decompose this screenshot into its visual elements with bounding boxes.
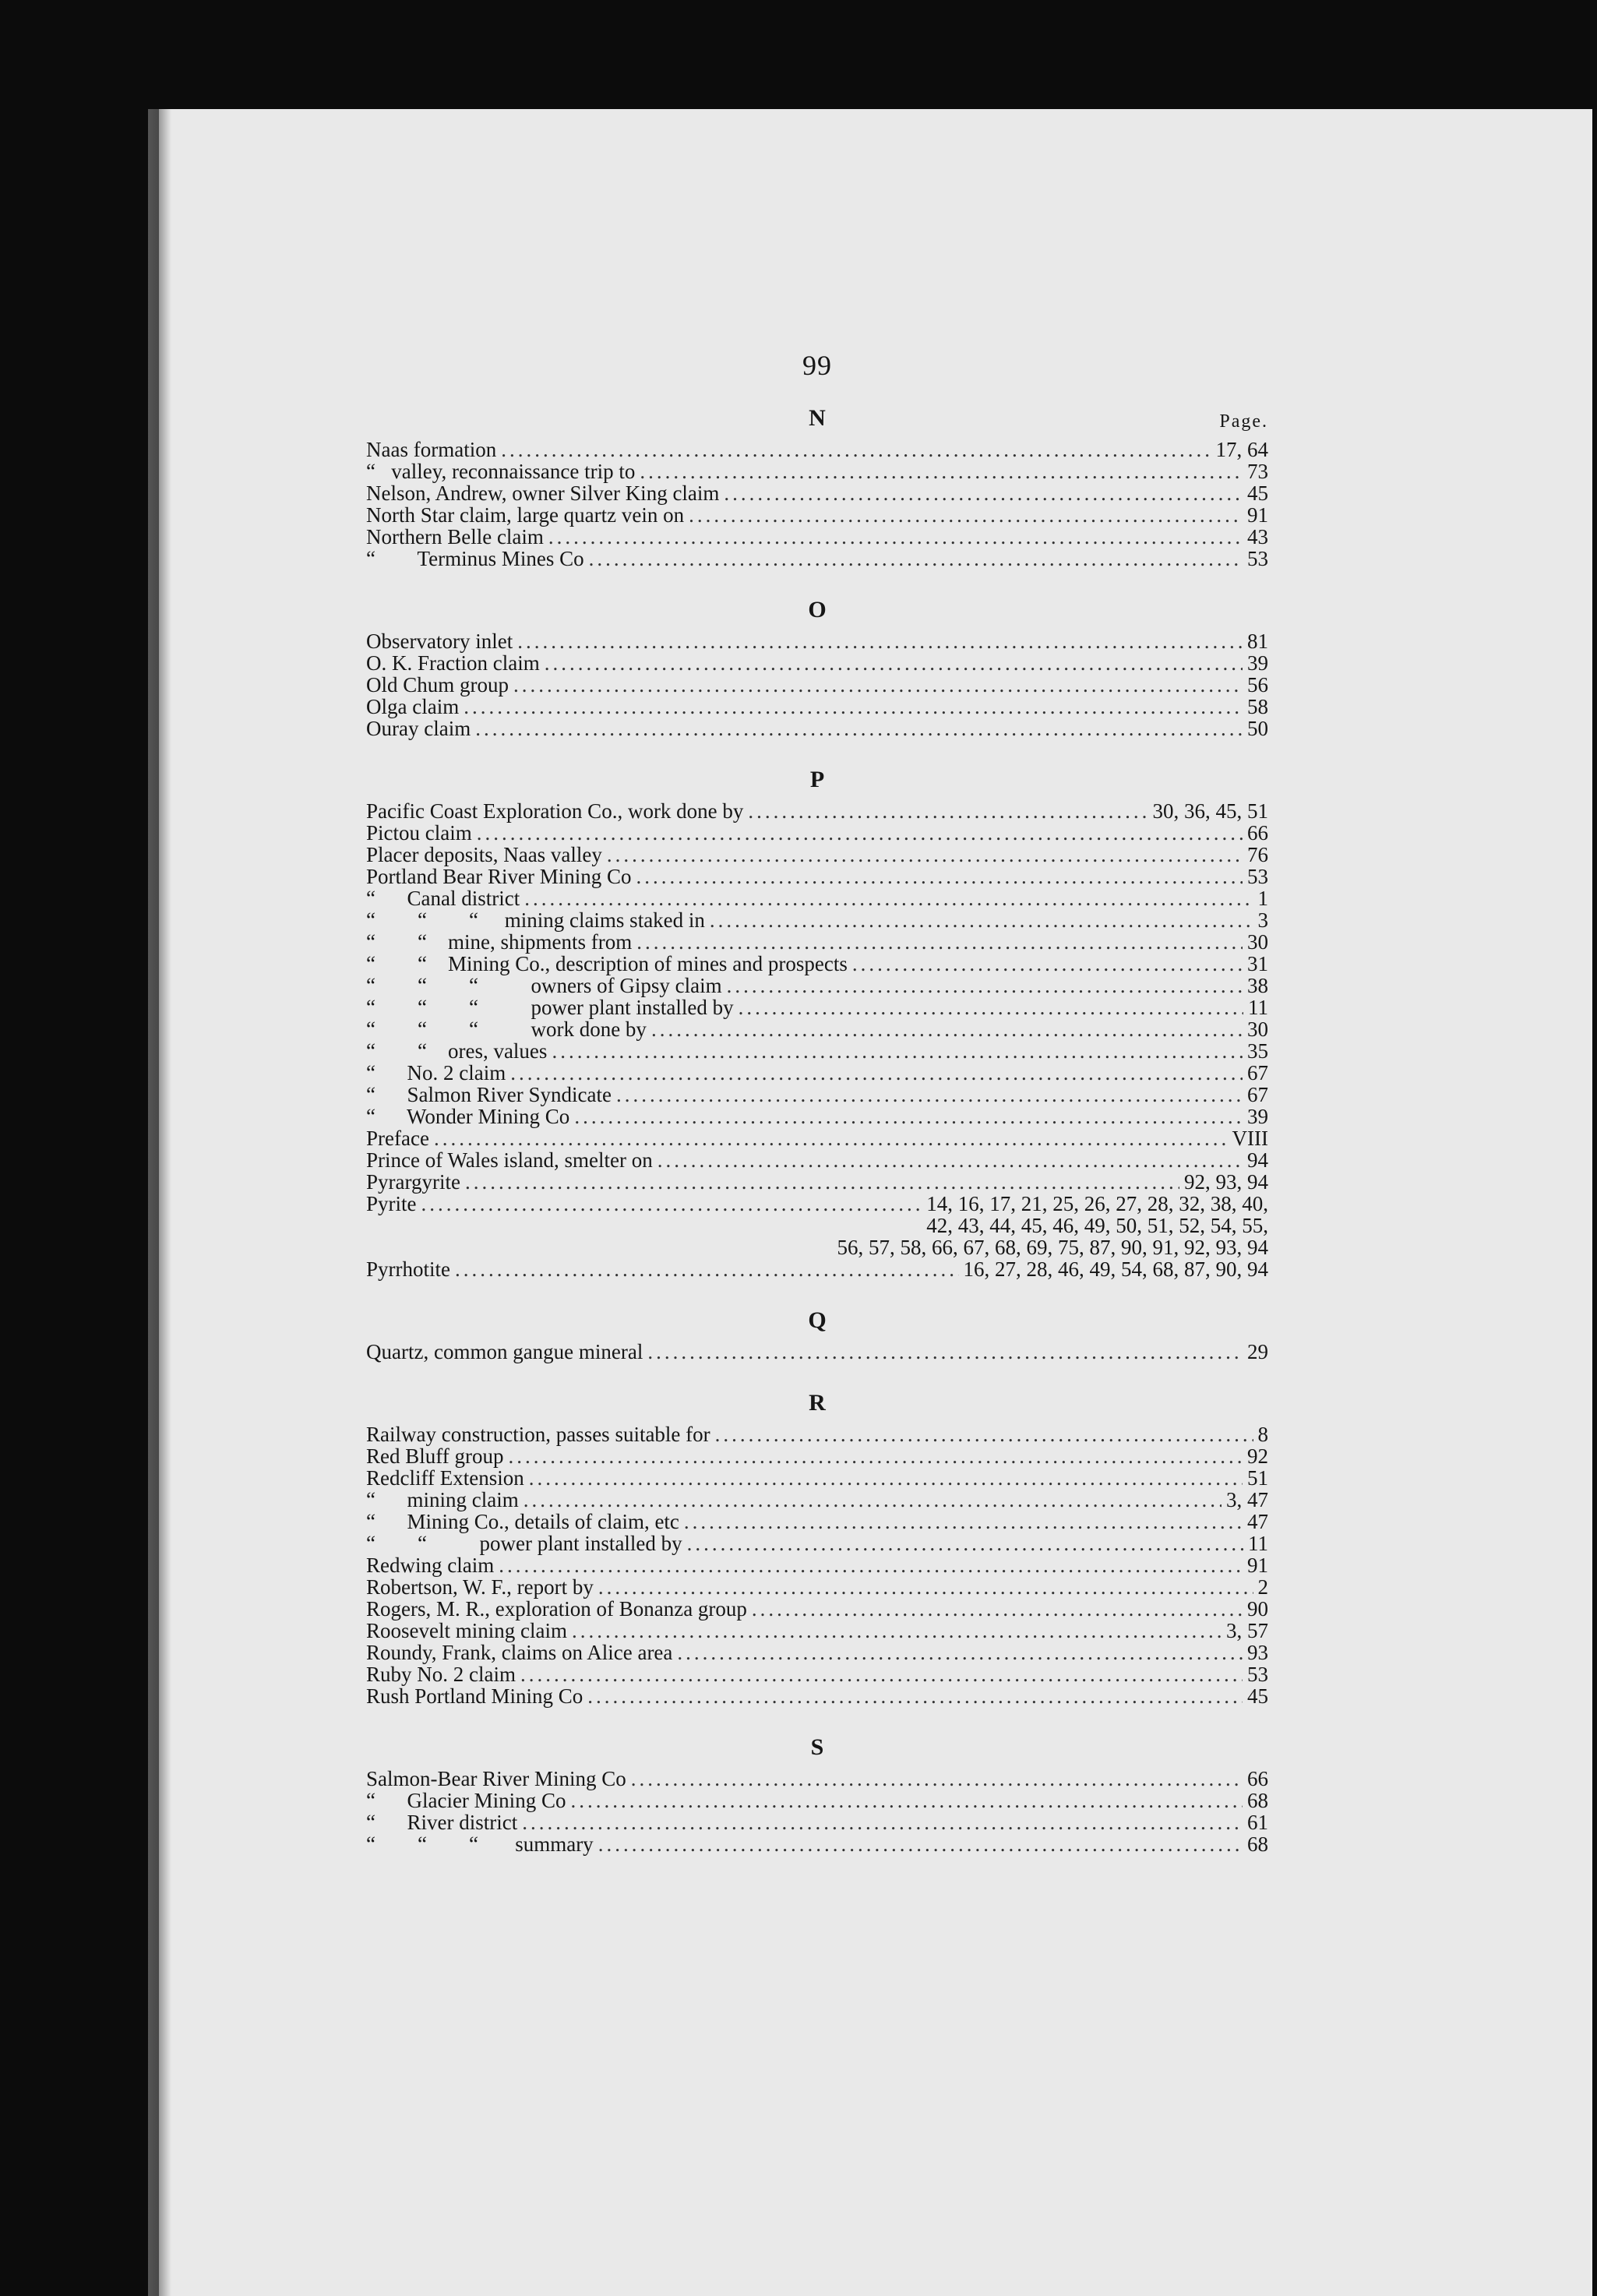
- entry-pages: 8: [1257, 1423, 1268, 1446]
- section-letter: N: [809, 405, 826, 431]
- entry-pages: 93: [1247, 1641, 1268, 1664]
- dot-leader: [574, 1106, 1243, 1127]
- dot-leader: [651, 1018, 1243, 1040]
- dot-leader: [687, 1532, 1243, 1554]
- dot-leader: [477, 822, 1243, 844]
- index-entry: [366, 548, 1268, 570]
- entry-label: “ “ “ power plant installed by: [366, 996, 734, 1019]
- page-number: 99: [802, 350, 832, 381]
- entry-label: “ “ Mining Co., description of mines and prospects: [366, 952, 848, 975]
- entry-pages: 14, 16, 17, 21, 25, 26, 27, 28, 32, 38, 40,: [926, 1192, 1268, 1215]
- dot-leader: [499, 1554, 1243, 1576]
- index-entry: [366, 996, 1268, 1018]
- dot-leader: [710, 909, 1253, 931]
- entry-pages: 67: [1247, 1061, 1268, 1085]
- dot-leader: [517, 630, 1243, 652]
- entry-pages: 53: [1247, 547, 1268, 570]
- entry-label: Quartz, common gangue mineral: [366, 1340, 643, 1363]
- entry-label: Roundy, Frank, claims on Alice area: [366, 1641, 673, 1664]
- entry-pages: 66: [1247, 1767, 1268, 1790]
- entry-pages: 11: [1248, 996, 1268, 1019]
- entry-label: “ Canal district: [366, 887, 520, 910]
- section-heading-n: [366, 403, 1268, 439]
- index-entry: [366, 800, 1268, 822]
- index-entry: [366, 526, 1268, 548]
- entry-label: Ruby No. 2 claim: [366, 1663, 516, 1686]
- entry-label: Observatory inlet: [366, 630, 513, 653]
- entry-pages: VIII: [1232, 1127, 1268, 1150]
- index-entry: [366, 953, 1268, 975]
- entry-pages: 68: [1247, 1832, 1268, 1856]
- entry-label: Prince of Wales island, smelter on: [366, 1148, 653, 1172]
- entry-label: Pyrite: [366, 1192, 417, 1215]
- dot-leader: [631, 1768, 1243, 1790]
- index-entry: [366, 975, 1268, 996]
- index-entry: [366, 1598, 1268, 1620]
- index-entry: [366, 482, 1268, 504]
- entry-pages: 47: [1247, 1510, 1268, 1533]
- index-entry: [366, 1127, 1268, 1149]
- entry-label: “ “ mine, shipments from: [366, 930, 633, 954]
- dot-leader: [640, 460, 1243, 482]
- dot-leader: [513, 674, 1243, 696]
- entry-label: “ No. 2 claim: [366, 1061, 506, 1085]
- dot-leader: [715, 1423, 1253, 1445]
- dot-leader: [572, 1620, 1222, 1642]
- dot-leader: [509, 1445, 1243, 1467]
- entry-label: North Star claim, large quartz vein on: [366, 503, 685, 527]
- dot-leader: [421, 1193, 922, 1215]
- entry-pages: 3, 47: [1226, 1488, 1268, 1511]
- section-letter: O: [808, 597, 827, 622]
- dot-leader: [465, 1171, 1179, 1193]
- entry-label: Pyrargyrite: [366, 1170, 460, 1194]
- entry-label: Roosevelt mining claim: [366, 1619, 567, 1642]
- index-entry: [366, 1193, 1268, 1215]
- entry-pages: 51: [1247, 1466, 1268, 1490]
- section-heading-p: [366, 764, 1268, 800]
- entry-pages: 53: [1247, 1663, 1268, 1686]
- entry-pages: 61: [1247, 1811, 1268, 1834]
- section-heading-o: [366, 594, 1268, 630]
- index-entry: [366, 1532, 1268, 1554]
- index-entry: [366, 1149, 1268, 1171]
- dot-leader: [636, 866, 1243, 887]
- section-letter: P: [809, 767, 825, 792]
- entry-pages: 68: [1247, 1789, 1268, 1812]
- index-entry: [366, 1258, 1268, 1280]
- index-entry: [366, 1811, 1268, 1833]
- index-entry: [366, 1489, 1268, 1511]
- entry-pages: 17, 64: [1215, 438, 1268, 461]
- dot-leader: [589, 548, 1243, 570]
- entry-pages: 2: [1257, 1575, 1268, 1599]
- entry-label: “ “ “ summary: [366, 1832, 594, 1856]
- dot-leader: [752, 1598, 1243, 1620]
- dot-leader: [616, 1084, 1243, 1106]
- section-heading-s: [366, 1732, 1268, 1768]
- dot-leader: [475, 718, 1243, 739]
- index-entry: [366, 1511, 1268, 1532]
- entry-pages: 53: [1247, 865, 1268, 888]
- entry-label: “ “ “ mining claims staked in: [366, 908, 705, 932]
- entry-label: Redwing claim: [366, 1554, 495, 1577]
- index-entry: [366, 1106, 1268, 1127]
- entry-pages: 45: [1247, 1684, 1268, 1708]
- index-entry: [366, 1018, 1268, 1040]
- dot-leader: [657, 1149, 1243, 1171]
- index-entry: [366, 931, 1268, 953]
- section-letter: S: [810, 1734, 824, 1760]
- entry-label: Northern Belle claim: [366, 525, 544, 548]
- index-entry: [366, 1423, 1268, 1445]
- index-entry: [366, 1833, 1268, 1855]
- index-entry: [366, 718, 1268, 739]
- entry-label: “ Wonder Mining Co: [366, 1105, 570, 1128]
- entry-pages: 39: [1247, 1105, 1268, 1128]
- entry-pages: 94: [1247, 1148, 1268, 1172]
- entry-pages: 30, 36, 45, 51: [1152, 799, 1268, 823]
- index-entry: [366, 1215, 1268, 1236]
- entry-pages: 58: [1247, 695, 1268, 718]
- index-entry: [366, 1620, 1268, 1642]
- entry-label: “ Mining Co., details of claim, etc: [366, 1510, 679, 1533]
- dot-leader: [552, 1040, 1243, 1062]
- entry-pages: 66: [1247, 821, 1268, 845]
- entry-label: “ “ ores, values: [366, 1039, 548, 1063]
- dot-leader: [464, 696, 1243, 718]
- dot-leader: [689, 504, 1243, 526]
- entry-pages: 56, 57, 58, 66, 67, 68, 69, 75, 87, 90, 91, 92, 93, 94: [837, 1236, 1268, 1259]
- entry-label: Nelson, Andrew, owner Silver King claim: [366, 481, 720, 505]
- dot-leader: [520, 1663, 1243, 1685]
- entry-label: Olga claim: [366, 695, 460, 718]
- entry-pages: 76: [1247, 843, 1268, 866]
- entry-label: Robertson, W. F., report by: [366, 1575, 594, 1599]
- entry-pages: 38: [1247, 974, 1268, 997]
- entry-pages: 1: [1257, 887, 1268, 910]
- entry-pages: 35: [1247, 1039, 1268, 1063]
- index-entry: [366, 1663, 1268, 1685]
- entry-label: “ mining claim: [366, 1488, 519, 1511]
- entry-label: Old Chum group: [366, 673, 509, 697]
- entry-label: “ “ power plant installed by: [366, 1532, 682, 1555]
- index-entry: [366, 439, 1268, 460]
- dot-leader: [739, 996, 1243, 1018]
- entry-label: Preface: [366, 1127, 429, 1150]
- index-entry: [366, 630, 1268, 652]
- entry-pages: 92: [1247, 1444, 1268, 1468]
- entry-label: Placer deposits, Naas valley: [366, 843, 602, 866]
- entry-pages: 16, 27, 28, 46, 49, 54, 68, 87, 90, 94: [963, 1257, 1268, 1281]
- entry-pages: 67: [1247, 1083, 1268, 1106]
- entry-pages: 45: [1247, 481, 1268, 505]
- index-entry: [366, 460, 1268, 482]
- dot-leader: [636, 931, 1243, 953]
- dot-leader: [548, 526, 1243, 548]
- dot-leader: [647, 1341, 1243, 1363]
- dot-leader: [434, 1127, 1228, 1149]
- dot-leader: [587, 1685, 1243, 1707]
- page-column-label: Page.: [1219, 411, 1268, 432]
- dot-leader: [570, 1790, 1243, 1811]
- entry-label: Redcliff Extension: [366, 1466, 524, 1490]
- entry-label: Pictou claim: [366, 821, 472, 845]
- dot-leader: [522, 1811, 1243, 1833]
- index-entry: [366, 1445, 1268, 1467]
- index-entry: [366, 1062, 1268, 1084]
- section-heading-q: [366, 1305, 1268, 1341]
- index-entry: [366, 1236, 1268, 1258]
- dot-leader: [724, 482, 1243, 504]
- index-entry: [366, 1685, 1268, 1707]
- index-entry: [366, 1768, 1268, 1790]
- section-letter: R: [809, 1390, 826, 1416]
- entry-label: Railway construction, passes suitable for: [366, 1423, 710, 1446]
- index-entry: [366, 1790, 1268, 1811]
- dot-leader: [524, 1489, 1222, 1511]
- dot-leader: [598, 1576, 1253, 1598]
- index-entry: [366, 1171, 1268, 1193]
- index-entry: [366, 504, 1268, 526]
- dot-leader: [852, 953, 1243, 975]
- entry-label: Rogers, M. R., exploration of Bonanza group: [366, 1597, 747, 1621]
- index-entry: [366, 696, 1268, 718]
- entry-label: “ “ “ work done by: [366, 1018, 647, 1041]
- index-entry: [366, 866, 1268, 887]
- index-page: [366, 350, 1268, 1856]
- index-entry: [366, 822, 1268, 844]
- entry-label: Ouray claim: [366, 717, 471, 740]
- entry-label: O. K. Fraction claim: [366, 651, 540, 675]
- dot-leader: [501, 439, 1211, 460]
- index-entry: [366, 1040, 1268, 1062]
- dot-leader: [684, 1511, 1243, 1532]
- index-entry: [366, 909, 1268, 931]
- entry-pages: 31: [1247, 952, 1268, 975]
- section-heading-r: [366, 1388, 1268, 1423]
- entry-pages: 3, 57: [1226, 1619, 1268, 1642]
- dot-leader: [455, 1258, 959, 1280]
- entry-pages: 30: [1247, 930, 1268, 954]
- entry-label: Portland Bear River Mining Co: [366, 865, 632, 888]
- entry-pages: 3: [1257, 908, 1268, 932]
- entry-label: Pyrrhotite: [366, 1257, 450, 1281]
- entry-pages: 43: [1247, 525, 1268, 548]
- section-letter: Q: [808, 1307, 827, 1333]
- entry-label: Naas formation: [366, 438, 497, 461]
- dot-leader: [607, 844, 1243, 866]
- index-entry: [366, 1467, 1268, 1489]
- entry-pages: 73: [1247, 460, 1268, 483]
- dot-leader: [727, 975, 1243, 996]
- entry-pages: 39: [1247, 651, 1268, 675]
- entry-pages: 92, 93, 94: [1184, 1170, 1268, 1194]
- index-entry: [366, 844, 1268, 866]
- entry-pages: 90: [1247, 1597, 1268, 1621]
- entry-pages: 81: [1247, 630, 1268, 653]
- entry-pages: 30: [1247, 1018, 1268, 1041]
- entry-pages: 91: [1247, 503, 1268, 527]
- index-entry: [366, 674, 1268, 696]
- binding-shadow: [148, 109, 171, 2296]
- dot-leader: [748, 800, 1148, 822]
- entry-label: “ River district: [366, 1811, 518, 1834]
- entry-label: Red Bluff group: [366, 1444, 504, 1468]
- dot-leader: [677, 1642, 1243, 1663]
- entry-label: “ Terminus Mines Co: [366, 547, 584, 570]
- entry-pages: 42, 43, 44, 45, 46, 49, 50, 51, 52, 54, 55,: [926, 1214, 1268, 1237]
- index-entry: [366, 1084, 1268, 1106]
- entry-pages: 11: [1248, 1532, 1268, 1555]
- entry-label: “ Salmon River Syndicate: [366, 1083, 612, 1106]
- entry-label: Pacific Coast Exploration Co., work done by: [366, 799, 744, 823]
- index-entry: [366, 1642, 1268, 1663]
- entry-label: “ Glacier Mining Co: [366, 1789, 566, 1812]
- index-entry: [366, 1554, 1268, 1576]
- index-entry: [366, 1341, 1268, 1363]
- entry-pages: 91: [1247, 1554, 1268, 1577]
- entry-label: “ “ “ owners of Gipsy claim: [366, 974, 722, 997]
- dot-leader: [598, 1833, 1243, 1855]
- dot-leader: [529, 1467, 1243, 1489]
- index-entry: [366, 887, 1268, 909]
- entry-label: Rush Portland Mining Co: [366, 1684, 583, 1708]
- entry-label: Salmon-Bear River Mining Co: [366, 1767, 626, 1790]
- entry-pages: 56: [1247, 673, 1268, 697]
- index-entry: [366, 652, 1268, 674]
- dot-leader: [545, 652, 1243, 674]
- index-sections: [366, 403, 1268, 1855]
- entry-label: “ valley, reconnaissance trip to: [366, 460, 636, 483]
- dot-leader: [510, 1062, 1243, 1084]
- entry-pages: 50: [1247, 717, 1268, 740]
- dot-leader: [524, 887, 1253, 909]
- entry-pages: 29: [1247, 1340, 1268, 1363]
- index-entry: [366, 1576, 1268, 1598]
